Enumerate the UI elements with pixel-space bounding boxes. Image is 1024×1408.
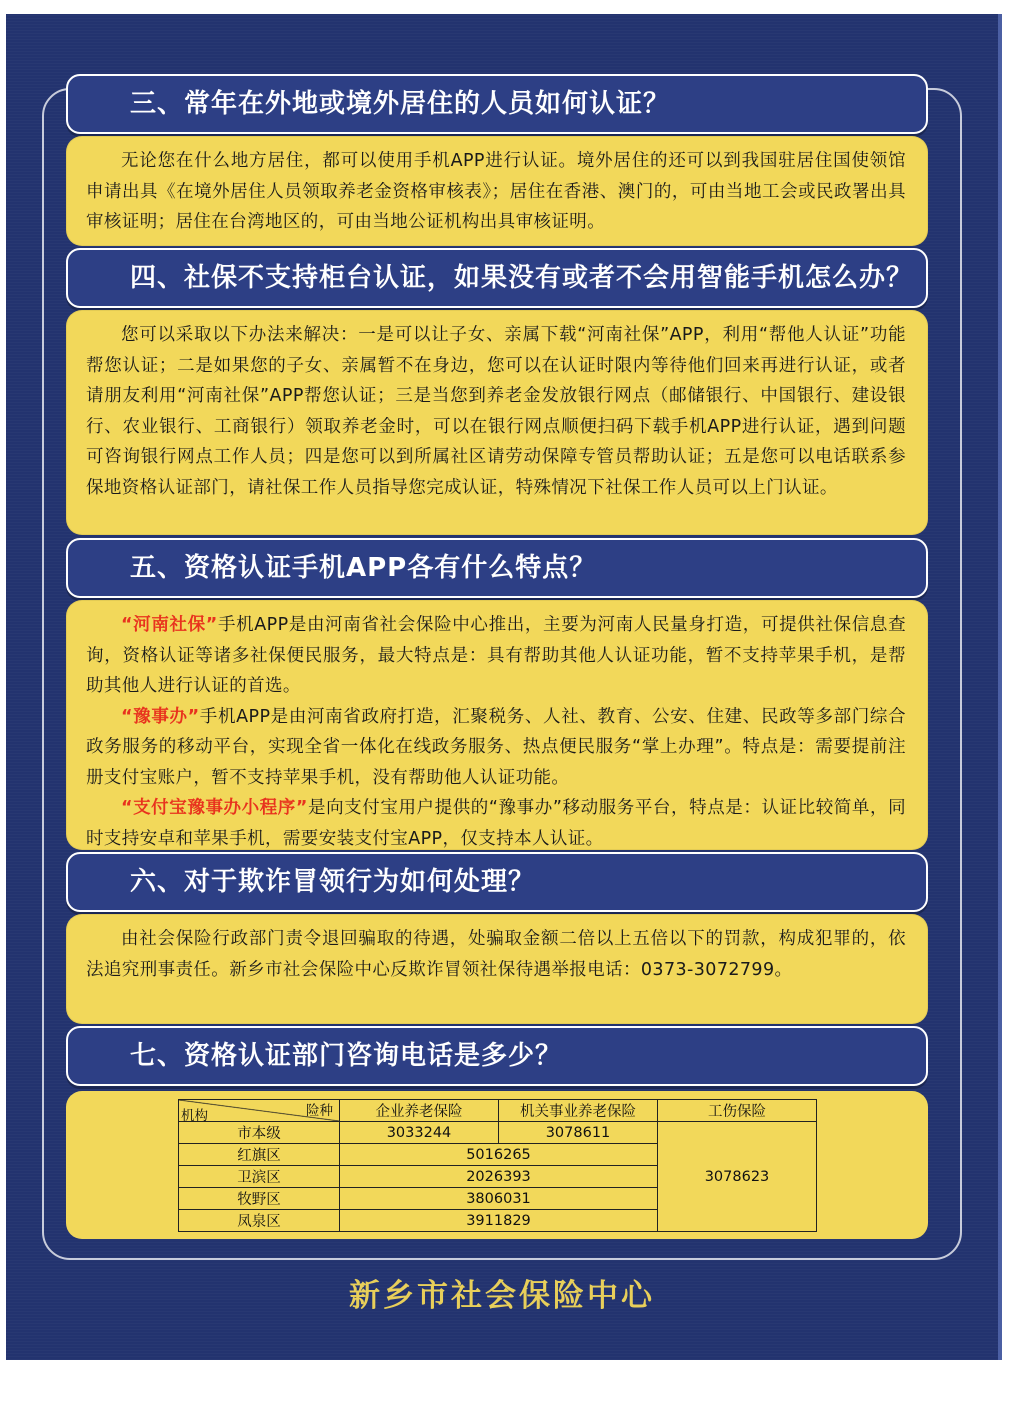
- phone-table: [178, 1099, 817, 1232]
- app-name-yushiban: “豫事办”: [121, 706, 200, 727]
- section-6-header: [66, 852, 928, 912]
- poster-edge-strip: [998, 14, 1002, 1360]
- row-label-muye: 牧野区: [179, 1188, 340, 1210]
- section-4-title: 四、社保不支持柜台认证，如果没有或者不会用智能手机怎么办？: [130, 263, 914, 293]
- footer-organization-name: 新乡市社会保险中心: [349, 1278, 655, 1314]
- app-desc-henan-shebao: 手机APP是由河南省社会保险中心推出，主要为河南人民量身打造，可提供社保信息查询，资格认证等诸多社保便民服务，最大特点是：具有帮助其他人认证功能，暂不支持苹果手机，是帮助其他人进行认证的首选。: [86, 615, 906, 696]
- header-injury: 工伤保险: [658, 1100, 817, 1122]
- section-7-panel: [66, 1091, 928, 1239]
- section-7-header: [66, 1026, 928, 1086]
- corner-label-org: 机构: [181, 1108, 208, 1124]
- section-3-header: [66, 74, 928, 134]
- table-header-row: [179, 1100, 817, 1122]
- section-6-text: 由社会保险行政部门责令退回骗取的待遇，处骗取金额二倍以上五倍以下的罚款，构成犯罪的，依法追究刑事责任。新乡市社会保险中心反欺诈冒领社保待遇举报电话：0373-3072799。: [86, 929, 906, 980]
- corner-label-type: 险种: [306, 1103, 333, 1119]
- app-alipay-yushiban: [86, 793, 906, 854]
- section-5-panel: [66, 600, 928, 850]
- app-name-henan-shebao: “河南社保”: [121, 615, 218, 635]
- app-desc-yushiban: 手机APP是由河南省政府打造，汇聚税务、人社、教育、公安、住建、民政等多部门综合政务服务的移动平台，实现全省一体化在线政务服务、热点便民服务“掌上办理”。特点是：需要提前注册支付宝账户，暂不支持苹果手机，没有帮助他人认证功能。: [86, 706, 906, 788]
- app-henan-shebao: [86, 610, 906, 702]
- section-4-panel: [66, 310, 928, 535]
- city-institution-phone: 3078611: [499, 1122, 658, 1144]
- row-label-weibin: 卫滨区: [179, 1166, 340, 1188]
- weibin-phone: 2026393: [340, 1166, 658, 1188]
- app-name-alipay-yushiban: “支付宝豫事办小程序”: [121, 798, 308, 818]
- header-enterprise: 企业养老保险: [340, 1100, 499, 1122]
- page-top-margin: [0, 0, 1024, 14]
- section-7-title: 七、资格认证部门咨询电话是多少？: [130, 1041, 563, 1071]
- city-enterprise-phone: 3033244: [340, 1122, 499, 1144]
- muye-phone: 3806031: [340, 1188, 658, 1210]
- row-label-city: 市本级: [179, 1122, 340, 1144]
- section-3-title: 三、常年在外地或境外居住的人员如何认证？: [130, 89, 671, 119]
- section-6-title: 六、对于欺诈冒领行为如何处理？: [130, 867, 536, 897]
- table-corner-cell: [179, 1100, 340, 1122]
- app-yushiban: [86, 702, 906, 794]
- row-label-fengquan: 凤泉区: [179, 1210, 340, 1232]
- fengquan-phone: 3911829: [340, 1210, 658, 1232]
- section-4-header: [66, 248, 928, 308]
- injury-phone: 3078623: [658, 1122, 817, 1232]
- section-4-text: 您可以采取以下办法来解决：一是可以让子女、亲属下载“河南社保”APP，利用“帮他人认证”功能帮您认证；二是如果您的子女、亲属暂不在身边，您可以在认证时限内等待他们回来再进行认证，或者请朋友利用“河南社保”APP帮您认证；三是当您到养老金发放银行网点（邮储银行、中国银行、建设银行、农业银行、工商银行）领取养老金时，可以在银行网点顺便扫码下载手机APP进行认证，遇到问题可咨询银行网点工作人员；四是您可以到所属社区请劳动保障专管员帮助认证；五是您可以电话联系参保地资格认证部门，请社保工作人员指导您完成认证，特殊情况下社保工作人员可以上门认证。: [86, 325, 906, 498]
- section-6-panel: [66, 914, 928, 1024]
- row-label-hongqi: 红旗区: [179, 1144, 340, 1166]
- hongqi-phone: 5016265: [340, 1144, 658, 1166]
- section-3-text: 无论您在什么地方居住，都可以使用手机APP进行认证。境外居住的还可以到我国驻居住国使领馆申请出具《在境外居住人员领取养老金资格审核表》；居住在香港、澳门的，可由当地工会或民政署出具审核证明；居住在台湾地区的，可由当地公证机构出具审核证明。: [86, 151, 906, 232]
- section-5-header: [66, 538, 928, 598]
- app-desc-alipay-yushiban: 是向支付宝用户提供的“豫事办”移动服务平台，特点是：认证比较简单，同时支持安卓和苹果手机，需要安装支付宝APP，仅支持本人认证。: [86, 798, 907, 849]
- table-row: [179, 1122, 817, 1144]
- header-institution: 机关事业养老保险: [499, 1100, 658, 1122]
- section-3-panel: [66, 136, 928, 246]
- section-5-title: 五、资格认证手机APP各有什么特点？: [130, 553, 597, 583]
